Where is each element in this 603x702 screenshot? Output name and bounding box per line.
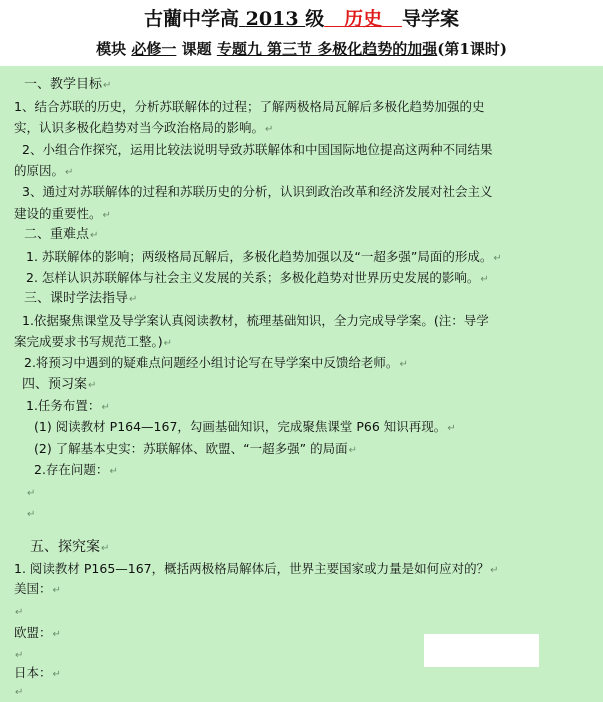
section-heading: 三、课时学法指导↵ (24, 291, 138, 306)
module-value: 必修一 (131, 40, 177, 58)
empty-line: ↵ (15, 687, 24, 698)
body-line: 2. 怎样认识苏联解体与社会主义发展的关系；多极化趋势对世界历史发展的影响。↵ (26, 270, 489, 285)
body-line: 2、小组合作探究，运用比较法说明导致苏联解体和中国国际地位提高这两种不同结果 (22, 142, 493, 157)
body-line: 3、通过对苏联解体的过程和苏联历史的分析，认识到政治改革和经济发展对社会主义 (22, 184, 493, 199)
topic-value: 专题九 第三节 多极化趋势的加强 (216, 40, 438, 58)
body-line: 1、结合苏联的历史，分析苏联解体的过程；了解两极格局瓦解后多极化趋势加强的史 (14, 99, 485, 114)
empty-line: ↵ (15, 607, 24, 618)
body-line: 2.存在问题：↵ (34, 462, 118, 477)
session-label: (第1课时) (437, 40, 507, 58)
body-line: 实，认识多极化趋势对当今政治格局的影响。↵ (14, 120, 274, 135)
section-heading: 二、重难点↵ (24, 227, 99, 242)
doc-type: 导学案 (401, 8, 459, 30)
school-name: 古藺中学高 (144, 8, 240, 30)
body-line: 案完成要求书写规范工整。)↵ (14, 334, 173, 349)
body-line: (1) 阅读教材 P164—167，勾画基础知识，完成聚焦课堂 P66 知识再现。↵ (34, 419, 456, 434)
body-line: 1. 苏联解体的影响；两级格局瓦解后，多极化趋势加强以及“一超多强”局面的形成。↵ (26, 249, 502, 264)
module-label: 模块 (96, 40, 127, 58)
body-line: (2) 了解基本史实：苏联解体、欧盟、“一超多强” 的局面↵ (34, 441, 357, 456)
section-heading: 五、探究案↵ (30, 539, 110, 555)
empty-line: ↵ (27, 488, 36, 499)
body-line: 1. 阅读教材 P165—167，概括两极格局解体后，世界主要国家或力量是如何应对的？↵ (14, 561, 499, 576)
section-heading: 四、预习案↵ (22, 377, 97, 392)
empty-line: ↵ (27, 509, 36, 520)
empty-line: ↵ (15, 650, 24, 661)
subject-name: 历史 (344, 8, 383, 30)
document-title (0, 4, 603, 31)
answer-label: 美国：↵ (14, 581, 61, 596)
body-line: 1.依据聚焦课堂及导学案认真阅读教材，梳理基础知识，全力完成导学案。(注：导学 (22, 313, 489, 328)
document-subtitle (0, 38, 603, 59)
body-line: 2.将预习中遇到的疑难点问题经小组讨论写在导学案中反馈给老师。↵ (24, 355, 408, 370)
answer-label: 日本：↵ (14, 665, 61, 680)
watermark-image (424, 634, 539, 667)
section-heading: 一、教学目标↵ (24, 77, 112, 92)
body-line: 1.任务布置：↵ (26, 398, 110, 413)
body-line: 建设的重要性。↵ (14, 206, 111, 221)
answer-label: 欧盟：↵ (14, 625, 61, 640)
topic-label: 课题 (181, 40, 212, 58)
body-line: 的原因。↵ (14, 163, 74, 178)
grade-year: 2013 (245, 8, 299, 30)
grade-level: 级 (305, 8, 325, 30)
